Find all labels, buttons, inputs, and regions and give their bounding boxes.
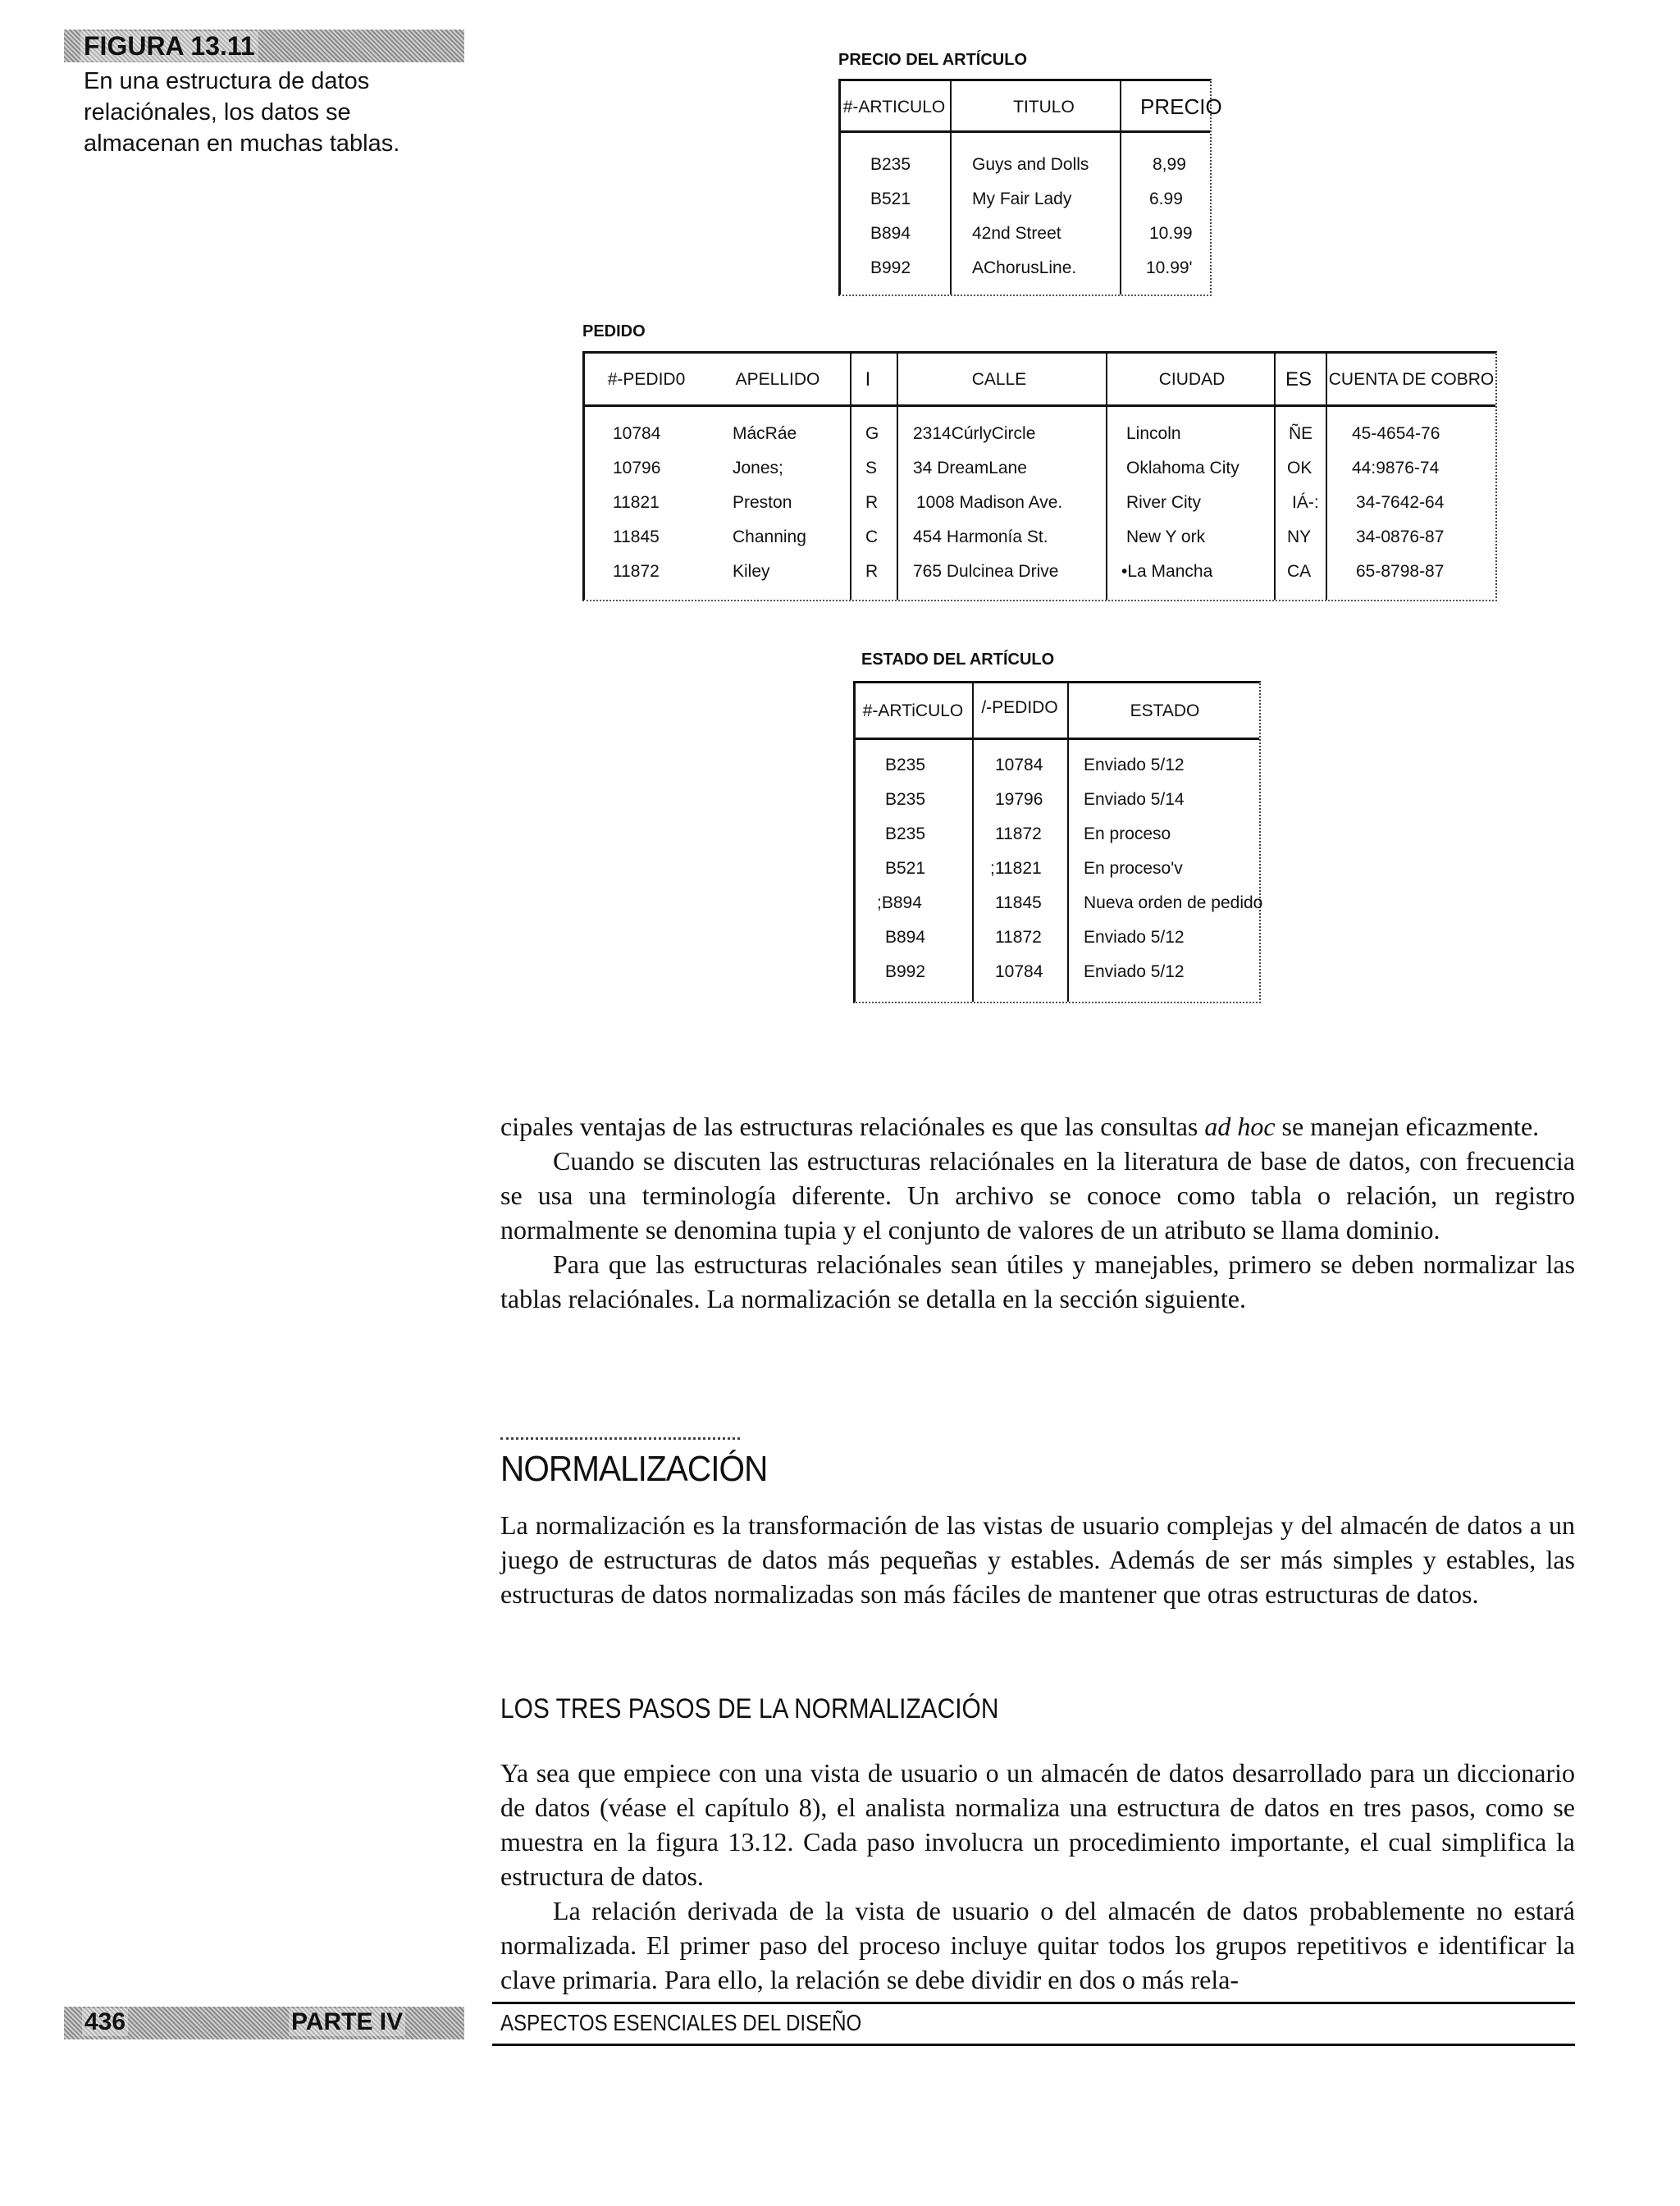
cell-apellido: Jones;: [733, 459, 783, 477]
footer-tag: [64, 2007, 464, 2039]
table-row: [856, 859, 1259, 892]
cell-ciudad: •La Mancha: [1121, 562, 1213, 581]
cell-titulo: AChorusLine.: [972, 258, 1077, 277]
subsection-heading: LOS TRES PASOS DE LA NORMALIZACIÓN: [500, 1693, 999, 1724]
cell-estado: Enviado 5/12: [1084, 962, 1185, 981]
pedido-table-header: [585, 354, 1495, 407]
table-row: [585, 424, 1495, 457]
cell-inicial: C: [865, 528, 879, 546]
cell-articulo: B235: [885, 756, 926, 774]
precio-header-precio: PRECIO: [1140, 94, 1222, 119]
paragraph: La relación derivada de la vista de usuario o del almacén de datos probablemente no estará normalizada. El primer paso del proceso incluye quitar todos los grupos repetitivos e identificar la clave primaria. Para ello, la relación se debe dividir en dos o más rela-: [500, 1896, 1575, 1994]
table-row: [841, 155, 1210, 188]
pedido-header-cuenta: CUENTA DE COBRO: [1328, 370, 1495, 389]
cell-estado: En proceso: [1084, 824, 1171, 843]
table-row: [856, 962, 1259, 995]
cell-ciudad: New Y ork: [1126, 528, 1206, 546]
section-heading: NORMALIZACIÓN: [500, 1449, 768, 1489]
cell-ciudad: Oklahoma City: [1126, 459, 1239, 477]
paragraph-text: se manejan eficazmente.: [1275, 1112, 1540, 1141]
precio-header-articulo: #-ARTICULO: [842, 98, 946, 116]
cell-pedido: 11845: [995, 893, 1042, 912]
paragraph: Para que las estructuras relaciónales sean útiles y manejables, primero se deben normalizar las tablas relaciónales. La normalización se detalla en la sección siguiente.: [500, 1249, 1575, 1313]
paragraph-text: cipales ventajas de las estructuras relaciónales es que las consultas: [500, 1112, 1205, 1141]
cell-estado: Nueva orden de pedido: [1084, 893, 1263, 912]
emphasis-text: ad hoc: [1204, 1112, 1276, 1141]
cell-apellido: Channing: [733, 528, 806, 546]
cell-calle: 34 DreamLane: [913, 459, 1027, 477]
cell-cuenta: 45-4654-76: [1352, 424, 1440, 443]
cell-precio: 6.99: [1149, 190, 1183, 208]
cell-cuenta: 34-0876-87: [1356, 528, 1445, 546]
cell-calle: 765 Dulcinea Drive: [913, 562, 1059, 581]
cell-estado: CA: [1287, 562, 1312, 581]
paragraph: La normalización es la transformación de las vistas de usuario complejas y del almacén de datos a un juego de estructuras de datos más pequeñas y estables. Además de ser más simples y estables, las estructuras de datos normalizadas son más fáciles de mantener que otras estructuras de datos.: [500, 1510, 1575, 1609]
pedido-table-title: PEDIDO: [582, 322, 646, 340]
cell-articulo: B521: [870, 190, 911, 208]
table-row: [856, 893, 1263, 926]
cell-pedido: 10784: [995, 756, 1043, 774]
cell-articulo: B992: [870, 258, 911, 277]
table-row: [856, 756, 1259, 788]
cell-inicial: S: [865, 459, 878, 477]
cell-articulo: B894: [870, 224, 911, 243]
figure-tag: [64, 30, 464, 62]
cell-estado: IÁ-:: [1292, 493, 1319, 512]
pedido-table: [582, 351, 1497, 601]
cell-estado: ÑE: [1289, 424, 1313, 443]
cell-estado: Enviado 5/12: [1084, 756, 1185, 774]
cell-articulo: B992: [885, 962, 926, 981]
cell-estado: OK: [1287, 459, 1312, 477]
cell-pedido: 11872: [995, 928, 1042, 947]
cell-cuenta: 34-7642-64: [1356, 493, 1445, 512]
table-row: [841, 190, 1210, 222]
pedido-header-pedido: #-PEDID0: [607, 370, 686, 389]
pedido-header-i: I: [865, 368, 871, 391]
part-label: PARTE IV: [289, 2008, 405, 2036]
cell-ciudad: River City: [1126, 493, 1202, 512]
estado-table: [853, 681, 1261, 1003]
page-number: 436: [82, 2008, 128, 2036]
cell-apellido: MácRáe: [733, 424, 797, 443]
cell-articulo: B235: [885, 824, 926, 843]
body-text-top: [500, 1109, 1575, 1316]
cell-titulo: Guys and Dolls: [972, 155, 1089, 174]
table-row: [856, 824, 1259, 857]
cell-pedido: 11821: [613, 493, 660, 512]
paragraph: Cuando se discuten las estructuras relaciónales en la literatura de base de datos, con frecuencia se usa una terminología diferente. Un archivo se conoce como tabla o relación, un registro normalmente se denomina tupia y el conjunto de valores de un atributo se llama dominio.: [500, 1146, 1575, 1245]
cell-pedido: 11845: [613, 528, 660, 546]
cell-estado: Enviado 5/14: [1084, 790, 1185, 809]
pedido-header-es: ES: [1285, 368, 1312, 391]
table-row: [585, 562, 1495, 595]
running-footer-title: ASPECTOS ESENCIALES DEL DISEÑO: [500, 2010, 862, 2035]
precio-table-header: [841, 81, 1222, 133]
cell-pedido: 10796: [613, 459, 661, 477]
cell-calle: 2314CúrlyCircle: [913, 424, 1036, 443]
paragraph: Ya sea que empiece con una vista de usuario o un almacén de datos desarrollado para un diccionario de datos (véase el capítulo 8), el analista normaliza una estructura de datos en tres pasos, como se muestra en la figura 13.12. Cada paso involucra un procedimiento importante, el cual simplifica la estructura de datos.: [500, 1758, 1575, 1891]
body-text-bottom: [500, 1756, 1575, 1997]
cell-inicial: R: [865, 493, 879, 512]
estado-header-pedido: /-PEDIDO: [981, 698, 1058, 717]
cell-precio: 10.99: [1149, 224, 1193, 243]
cell-articulo: B894: [885, 928, 926, 947]
precio-header-titulo: TITULO: [1013, 98, 1075, 116]
pedido-header-ciudad: CIUDAD: [1158, 370, 1226, 389]
cell-pedido: 10784: [613, 424, 661, 443]
section-divider: [500, 1437, 740, 1440]
cell-titulo: 42nd Street: [972, 224, 1061, 243]
estado-table-title: ESTADO DEL ARTÍCULO: [861, 651, 1055, 669]
cell-cuenta: 44:9876-74: [1352, 459, 1440, 477]
cell-inicial: G: [865, 424, 879, 443]
cell-pedido: 10784: [995, 962, 1043, 981]
table-row: [841, 224, 1210, 257]
cell-articulo: B235: [870, 155, 911, 174]
table-row: [585, 528, 1495, 560]
cell-pedido: ;11821: [990, 859, 1042, 878]
table-row: [856, 928, 1259, 961]
paragraph: [500, 1109, 1575, 1144]
cell-inicial: R: [865, 562, 879, 581]
footer-rule-bottom: [492, 2044, 1575, 2046]
cell-titulo: My Fair Lady: [972, 190, 1072, 208]
precio-table-title: PRECIO DEL ARTÍCULO: [838, 51, 1028, 69]
cell-precio: 10.99': [1146, 258, 1193, 277]
cell-estado: En proceso'v: [1084, 859, 1183, 878]
cell-estado: Enviado 5/12: [1084, 928, 1185, 947]
pedido-header-calle: CALLE: [971, 370, 1027, 389]
estado-header-estado: ESTADO: [1130, 701, 1200, 720]
cell-pedido: 11872: [613, 562, 660, 581]
cell-cuenta: 65-8798-87: [1356, 562, 1445, 581]
table-row: [841, 258, 1210, 291]
cell-ciudad: Lincoln: [1126, 424, 1181, 443]
body-text-middle: [500, 1508, 1575, 1611]
figure-tag-label: FIGURA 13.11: [80, 31, 258, 62]
estado-header-articulo: #-ARTiCULO: [862, 701, 964, 720]
cell-articulo: ;B894: [877, 893, 922, 912]
cell-apellido: Preston: [733, 493, 792, 512]
cell-articulo: B521: [885, 859, 926, 878]
precio-table: [838, 79, 1222, 296]
table-row: [856, 790, 1259, 823]
figure-caption: En una estructura de datos relaciónales, los datos se almacenan en muchas tablas.: [84, 68, 400, 157]
cell-estado: NY: [1287, 528, 1312, 546]
table-row: [585, 493, 1495, 526]
pedido-header-apellido: APELLIDO: [735, 370, 820, 389]
cell-pedido: 11872: [995, 824, 1042, 843]
cell-pedido: 19796: [995, 790, 1043, 809]
cell-precio: 8,99: [1153, 155, 1186, 174]
table-row: [585, 459, 1495, 491]
footer-rule-top: [492, 2002, 1575, 2004]
cell-calle: 454 Harmonía St.: [913, 528, 1048, 546]
estado-table-header: [856, 683, 1259, 740]
cell-calle: 1008 Madison Ave.: [916, 493, 1063, 512]
cell-apellido: Kiley: [733, 562, 770, 581]
cell-articulo: B235: [885, 790, 926, 809]
